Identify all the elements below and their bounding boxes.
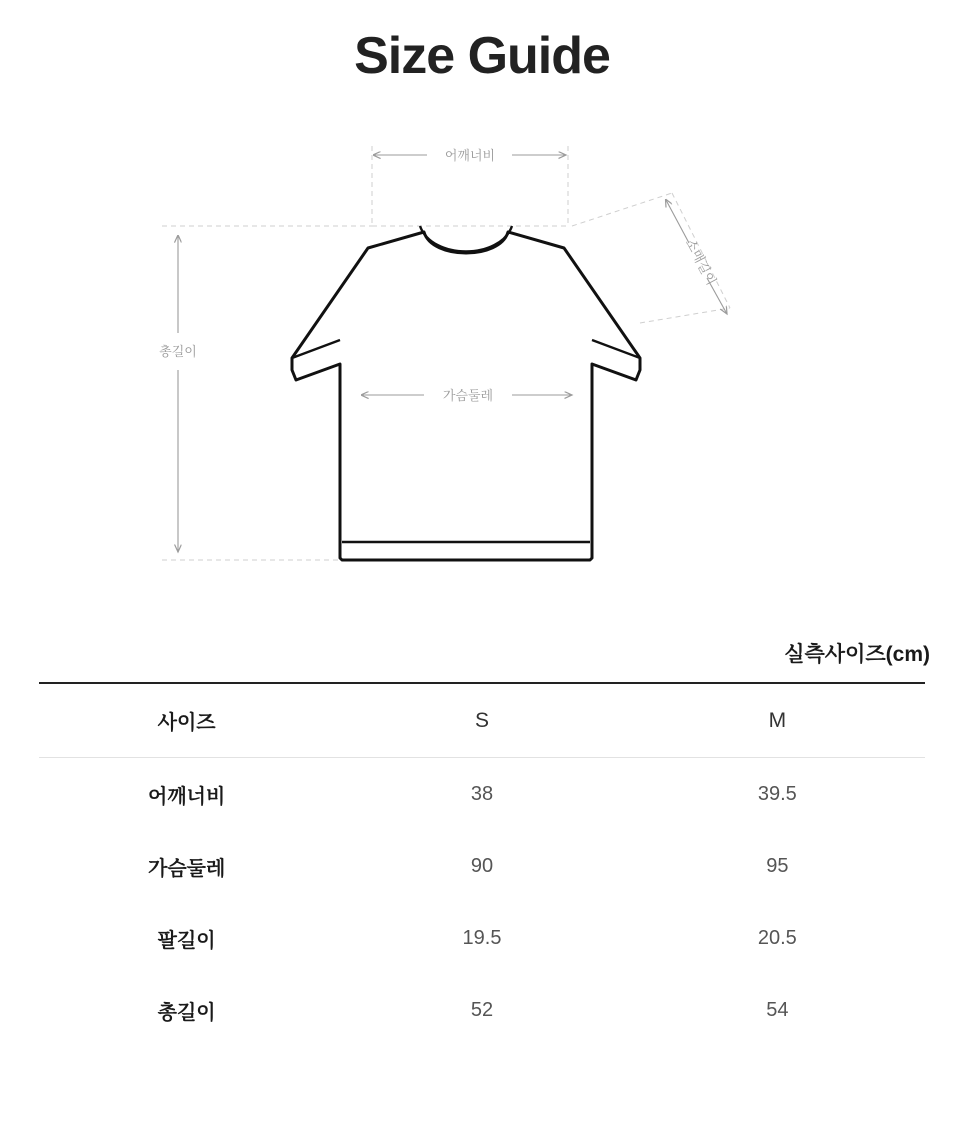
size-table — [39, 682, 925, 1046]
cell-shoulder-s: 38 — [470, 783, 494, 805]
size-diagram — [0, 108, 964, 628]
unit-note: 실측사이즈(cm) — [784, 643, 930, 666]
table-row — [39, 758, 925, 831]
table-header-row — [39, 683, 925, 758]
col-header-size: 사이즈 — [39, 683, 334, 758]
cell-sleeve-m: 20.5 — [757, 927, 797, 949]
cell-chest-m: 95 — [766, 855, 789, 877]
row-label-chest: 가슴둘레 — [148, 858, 226, 880]
measure-sleeve-label: 소매길이 — [682, 236, 720, 288]
table-row — [39, 974, 925, 1046]
measure-shoulder — [374, 148, 566, 163]
row-label-sleeve: 팔길이 — [157, 930, 216, 952]
cell-shoulder-m: 39.5 — [757, 783, 797, 805]
cell-chest-s: 90 — [470, 855, 494, 877]
size-table-head — [39, 683, 925, 758]
cell-sleeve-s: 19.5 — [462, 927, 502, 949]
measure-chest-label: 가슴둘레 — [442, 388, 494, 403]
table-row — [39, 902, 925, 974]
page-title: Size Guide — [354, 27, 610, 85]
size-table-body — [39, 758, 925, 1047]
cell-total-length-m: 54 — [766, 999, 789, 1021]
tshirt-diagram-svg — [0, 108, 964, 628]
measure-shoulder-label: 어깨너비 — [444, 148, 496, 163]
row-label-shoulder: 어깨너비 — [148, 786, 226, 808]
col-header-m: M — [630, 683, 925, 758]
measure-total-length-label: 총길이 — [159, 344, 197, 359]
table-row — [39, 830, 925, 902]
measure-total-length — [159, 236, 197, 552]
row-label-total-length: 총길이 — [157, 1002, 216, 1024]
cell-total-length-s: 52 — [470, 999, 494, 1021]
col-header-s: S — [334, 683, 629, 758]
measure-sleeve — [666, 200, 727, 314]
